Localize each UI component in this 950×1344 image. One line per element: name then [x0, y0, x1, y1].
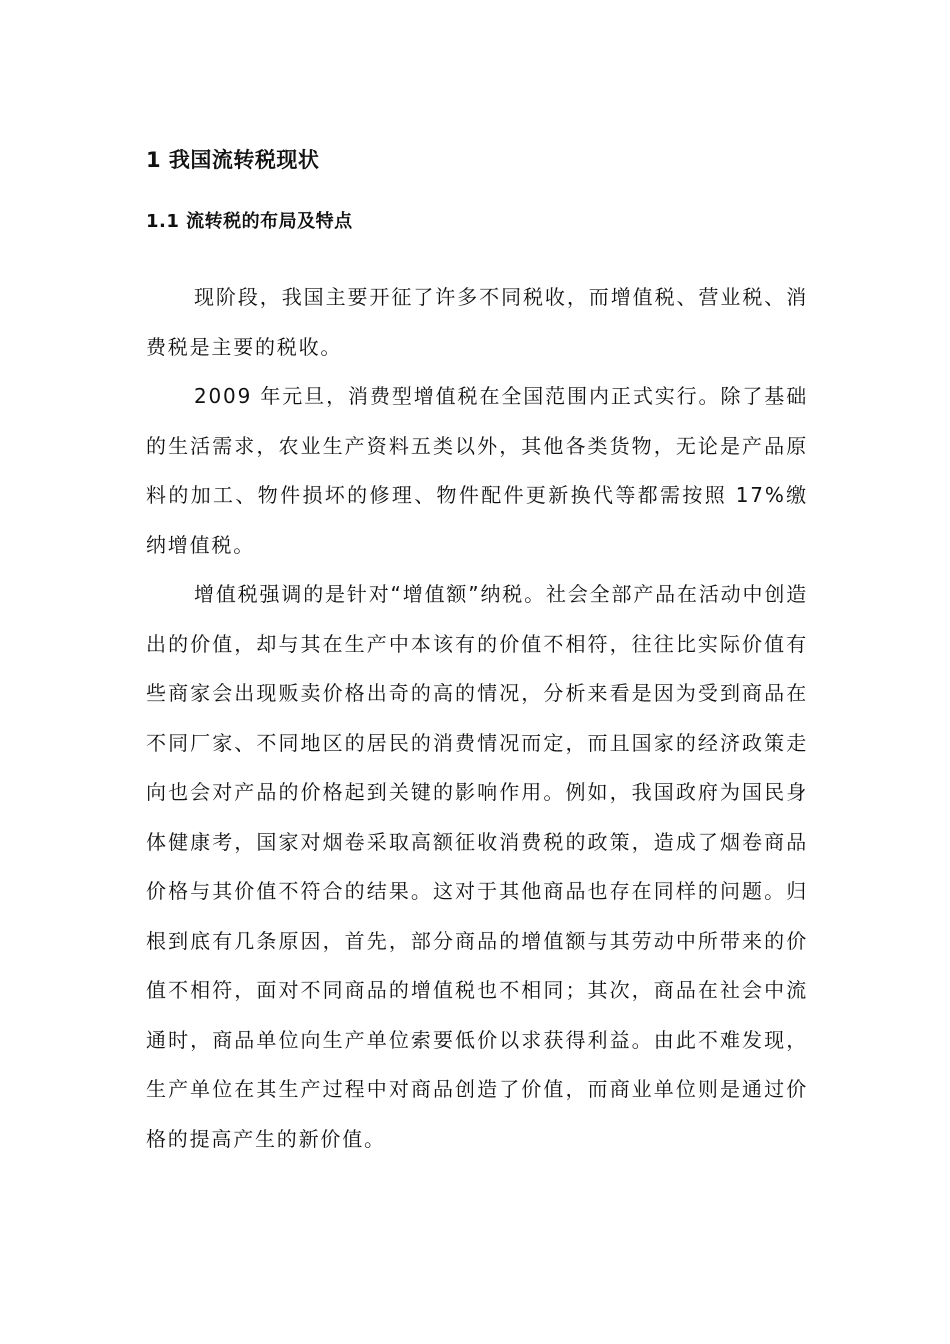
paragraph-1: 现阶段，我国主要开征了许多不同税收，而增值税、营业税、消费税是主要的税收。: [146, 285, 808, 359]
paragraph-3: 增值税强调的是针对“增值额”纳税。社会全部产品在活动中创造出的价值，却与其在生产中本该有的价值不相符，往往比实际价值有些商家会出现贩卖价格出奇的高的情况，分析来看是因为受到商品在不同厂家、不同地区的居民的消费情况而定，而且国家的经济政策走向也会对产品的价格起到关键的影响作用。例如，我国政府为国民身体健康考，国家对烟卷采取高额征收消费税的政策，造成了烟卷商品价格与其价值不符合的结果。这对于其他商品也存在同样的问题。归根到底有几条原因，首先，部分商品的增值额与其劳动中所带来的价值不相符，面对不同商品的增值税也不相同；其次，商品在社会中流通时，商品单位向生产单位索要低价以求获得利益。由此不难发现，生产单位在其生产过程中对商品创造了价值，而商业单位则是通过价格的提高产生的新价值。: [146, 582, 808, 1151]
section-heading: 1 我国流转税现状: [146, 148, 320, 172]
paragraph-2: 2009 年元旦，消费型增值税在全国范围内正式实行。除了基础的生活需求，农业生产资料五类以外，其他各类货物，无论是产品原料的加工、物件损坏的修理、物件配件更新换代等都需按照 17%缴纳增值税。: [146, 384, 808, 557]
subsection-heading: 1.1 流转税的布局及特点: [146, 211, 353, 232]
document-body: [146, 138, 808, 1164]
